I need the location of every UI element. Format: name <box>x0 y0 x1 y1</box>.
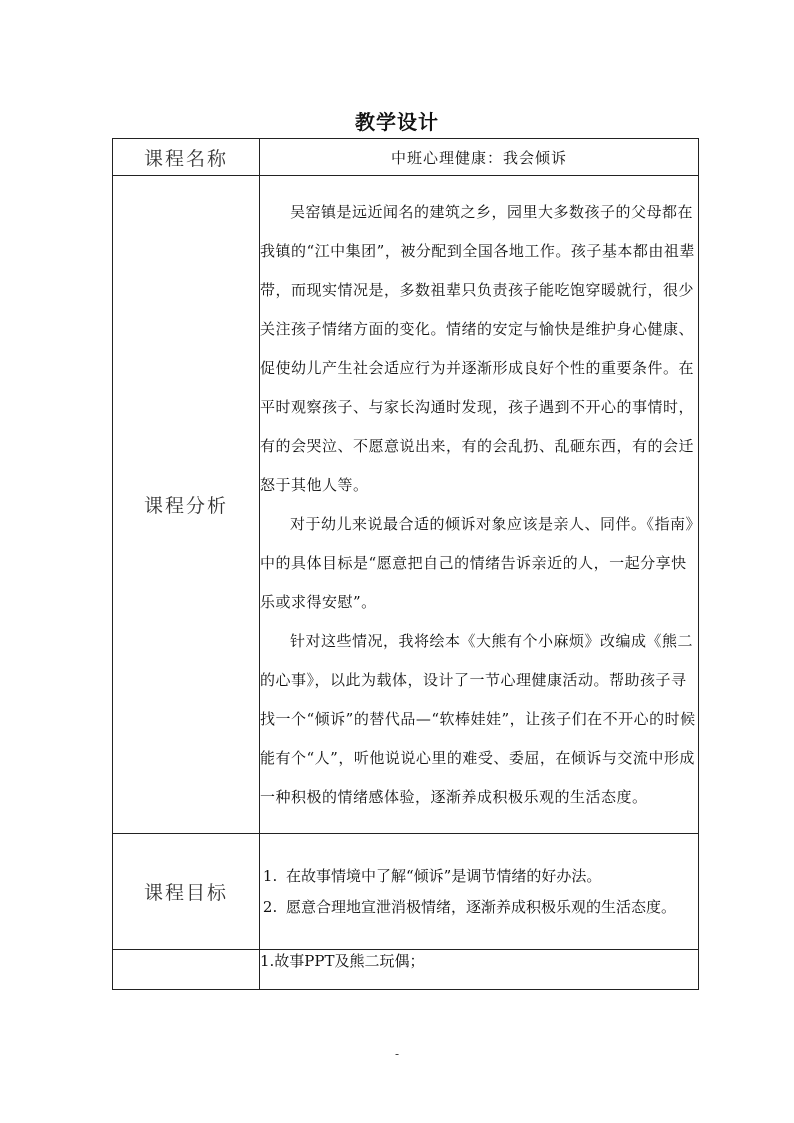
preparation-row <box>113 950 699 990</box>
document-title: 教学设计 <box>355 110 439 134</box>
goals-content <box>260 834 699 950</box>
analysis-paragraph: 针对这些情况，我将绘本《大熊有个小麻烦》改编成《熊二的心事》，以此为载体，设计了一节心理健康活动。帮助孩子寻找一个“倾诉”的替代品—“软棒娃娃”，让孩子们在不开心的时候能有个“人”，听他说说心里的难受、委屈，在倾诉与交流中形成一种积极的情绪感体验，逐渐养成积极乐观的生活态度。 <box>260 631 696 806</box>
analysis-label: 课程分析 <box>113 176 260 834</box>
page-footer: - <box>394 1047 400 1061</box>
preparation-content: 1.故事PPT及熊二玩偶； <box>260 950 699 990</box>
lesson-plan-table <box>112 138 699 990</box>
analysis-paragraph: 吴窑镇是远近闻名的建筑之乡，园里大多数孩子的父母都在我镇的“江中集团”，被分配到全国各地工作。孩子基本都由祖辈带，而现实情况是，多数祖辈只负责孩子能吃饱穿暖就行，很少关注孩子情绪方面的变化。情绪的安定与愉快是维护身心健康、促使幼儿产生社会适应行为并逐渐形成良好个性的重要条件。在平时观察孩子、与家长沟通时发现，孩子遇到不开心的事情时，有的会哭泣、不愿意说出来，有的会乱扔、乱砸东西，有的会迁怒于其他人等。 <box>260 202 695 494</box>
goal-item: 2. 愿意合理地宣泄消极情绪，逐渐养成积极乐观的生活态度。 <box>282 892 698 923</box>
goal-item: 1. 在故事情境中了解“倾诉”是调节情绪的好办法。 <box>282 861 698 892</box>
analysis-content <box>260 176 699 834</box>
course-name-row <box>113 139 699 176</box>
analysis-row <box>113 176 699 834</box>
preparation-label <box>113 950 260 990</box>
course-name-label: 课程名称 <box>113 139 260 176</box>
analysis-paragraph: 对于幼儿来说最合适的倾诉对象应该是亲人、同伴。《指南》中的具体目标是“愿意把自己的情绪告诉亲近的人，一起分享快乐或求得安慰”。 <box>260 514 694 611</box>
course-name-value: 中班心理健康：我会倾诉 <box>260 139 699 176</box>
goals-row <box>113 834 699 950</box>
goals-list <box>260 861 698 923</box>
goals-label: 课程目标 <box>113 834 260 950</box>
